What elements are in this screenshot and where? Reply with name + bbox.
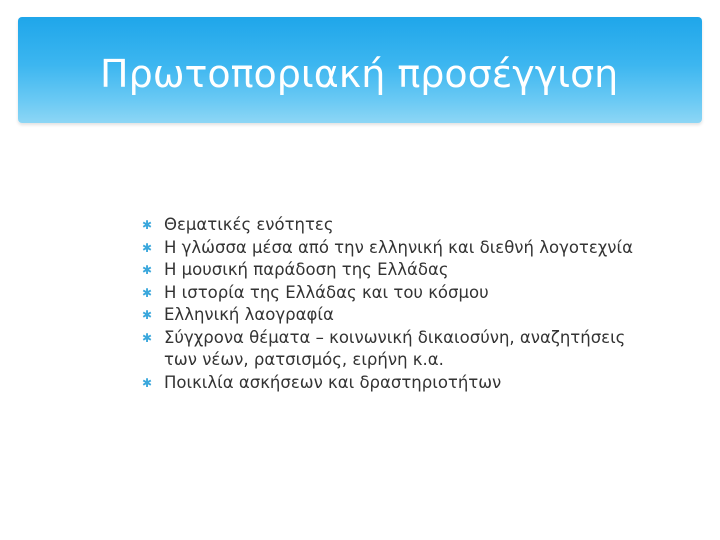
asterisk-bullet-icon: ✱ xyxy=(141,308,153,322)
bullet-item xyxy=(140,237,660,260)
bullet-item xyxy=(140,259,660,282)
bullet-text: Σύγχρονα θέματα – κοινωνική δικαιοσύνη, αναζητήσεις των νέων, ρατσισμός, ειρήνη κ.α. xyxy=(164,327,626,369)
asterisk-bullet-icon: ✱ xyxy=(141,263,153,277)
asterisk-bullet-icon: ✱ xyxy=(141,375,153,390)
bullet-item xyxy=(140,372,660,395)
bullet-item xyxy=(140,282,660,305)
slide-title: Πρωτοποριακή προσέγγιση xyxy=(100,52,619,96)
bullet-text: Ελληνική λαογραφία xyxy=(164,305,334,324)
bullet-list xyxy=(140,214,660,394)
bullet-text: Η γλώσσα μέσα από την ελληνική και διεθνή λογοτεχνία xyxy=(164,237,633,257)
asterisk-bullet-icon: ✱ xyxy=(141,218,153,232)
bullet-text: Η ιστορία της Ελλάδας και του κόσμου xyxy=(164,282,489,302)
bullet-item xyxy=(140,214,660,237)
bullet-text: Θεματικές ενότητες xyxy=(164,215,334,234)
bullet-item xyxy=(140,304,660,327)
asterisk-bullet-icon: ✱ xyxy=(141,240,153,255)
asterisk-bullet-icon: ✱ xyxy=(141,330,153,345)
bullet-item xyxy=(140,327,660,372)
bullet-text: Η μουσική παράδοση της Ελλάδας xyxy=(164,260,449,279)
asterisk-bullet-icon: ✱ xyxy=(141,285,153,300)
bullet-text: Ποικιλία ασκήσεων και δραστηριοτήτων xyxy=(164,372,502,392)
